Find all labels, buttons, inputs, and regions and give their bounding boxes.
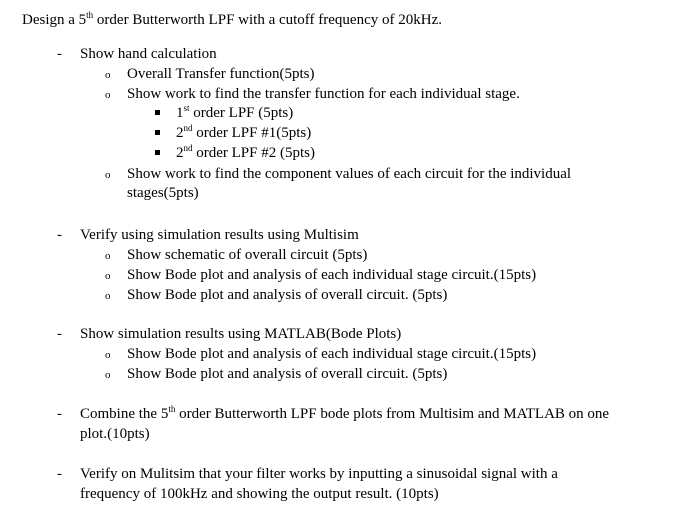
circle-bullet-icon: o (105, 89, 111, 101)
list-item: Show Bode plot and analysis of overall circuit. (5pts) (127, 366, 448, 382)
sub-list-item: 2nd order LPF #2 (5pts) (176, 143, 315, 161)
circle-bullet-icon: o (105, 69, 111, 81)
circle-bullet-icon: o (105, 369, 111, 381)
list-item: Show work to find the transfer function for each individual stage. (127, 86, 520, 102)
dash-bullet-icon: - (57, 326, 62, 342)
square-bullet-icon (155, 150, 160, 155)
section-label-combine-continuation: plot.(10pts) (80, 426, 150, 442)
section-label-verify: Verify on Mulitsim that your filter works by inputting a sinusoidal signal with a (80, 466, 558, 482)
list-item: Show Bode plot and analysis of each individual stage circuit.(15pts) (127, 267, 537, 283)
list-item: Show work to find the component values of each circuit for the individual (127, 166, 572, 182)
dash-bullet-icon: - (57, 227, 62, 243)
circle-bullet-icon: o (105, 290, 111, 302)
section-label-hand-calculation: Show hand calculation (80, 46, 217, 62)
square-bullet-icon (155, 110, 160, 115)
circle-bullet-icon: o (105, 169, 111, 181)
section-label-multisim: Verify using simulation results using Multisim (80, 227, 359, 243)
section-label-combine: Combine the 5th order Butterworth LPF bode plots from Multisim and MATLAB on one (80, 404, 610, 422)
section-label-verify-continuation: frequency of 100kHz and showing the output result. (10pts) (80, 486, 439, 502)
circle-bullet-icon: o (105, 270, 111, 282)
list-item: Show Bode plot and analysis of overall circuit. (5pts) (127, 287, 448, 303)
circle-bullet-icon: o (105, 250, 111, 262)
circle-bullet-icon: o (105, 349, 111, 361)
section-label-matlab: Show simulation results using MATLAB(Bode Plots) (80, 326, 402, 342)
list-item-continuation: stages(5pts) (127, 185, 199, 201)
square-bullet-icon (155, 130, 160, 135)
list-item: Show schematic of overall circuit (5pts) (127, 247, 368, 263)
dash-bullet-icon: - (57, 46, 62, 62)
list-item: Overall Transfer function(5pts) (127, 66, 315, 82)
dash-bullet-icon: - (57, 406, 62, 422)
dash-bullet-icon: - (57, 466, 62, 482)
page-title: Design a 5th order Butterworth LPF with a cutoff frequency of 20kHz. (22, 10, 442, 28)
sub-list-item: 1st order LPF (5pts) (176, 103, 294, 121)
list-item: Show Bode plot and analysis of each individual stage circuit.(15pts) (127, 346, 537, 362)
sub-list-item: 2nd order LPF #1(5pts) (176, 123, 312, 141)
